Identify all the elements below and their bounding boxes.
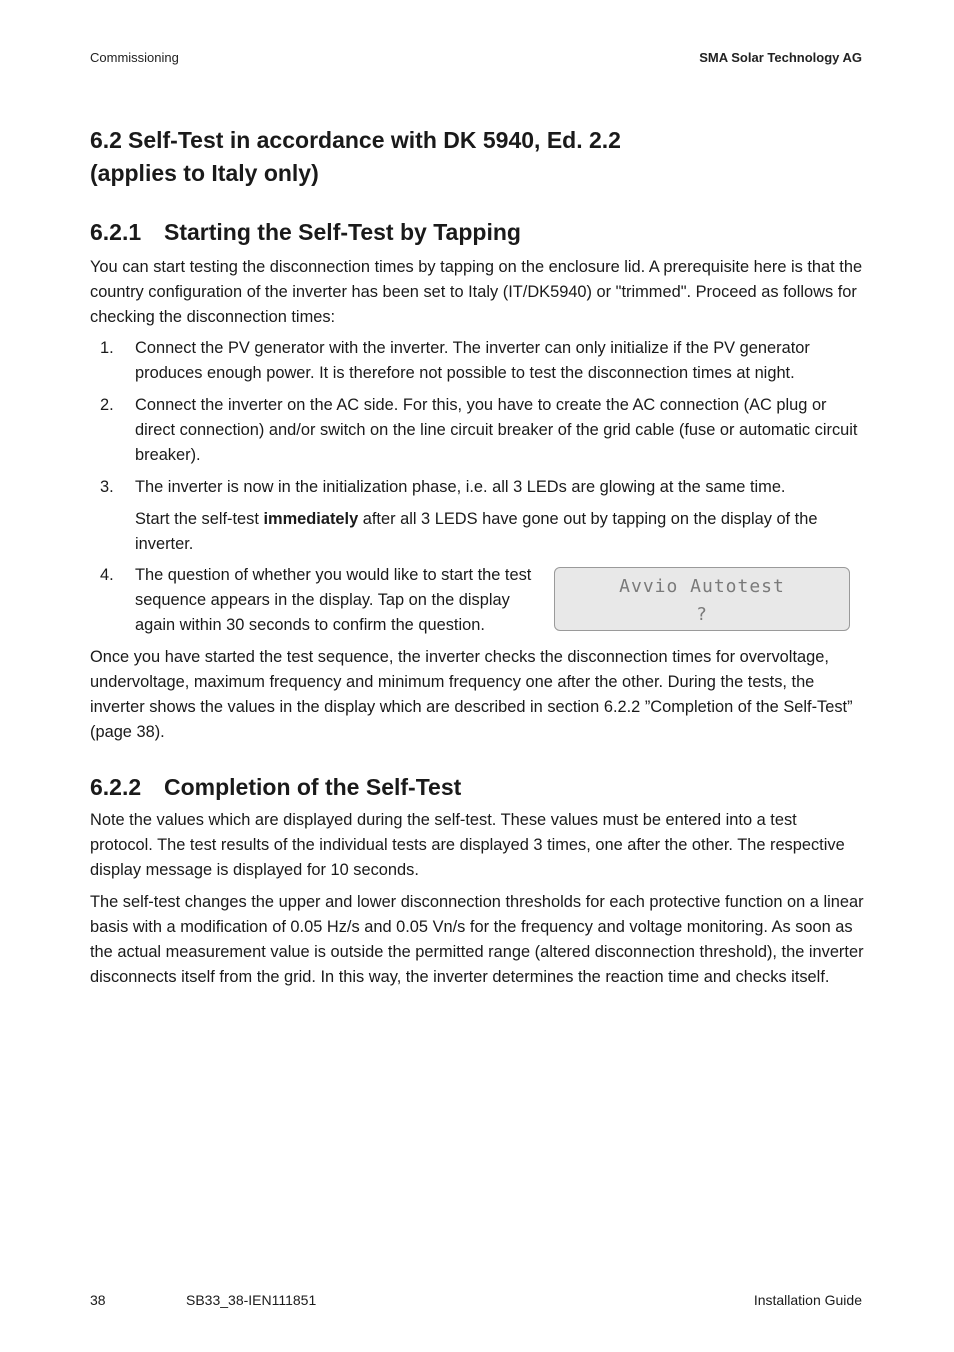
subsection-title-text-1: Starting the Self-Test by Tapping [164,219,521,245]
step-2 [90,393,864,468]
completion-paragraph-2: The self-test changes the upper and lower disconnection thresholds for each protective function on a linear basis with a modification of 0.05 Hz/s and 0.05 Vn/s for the frequency and voltage monitoring. As soon as the actual measurement value is outside the permitted range (altered disconnection threshold), the inverter disconnects itself from the grid. In this way, the inverter determines the reaction time and checks itself. [90,893,864,986]
step-number: 3. [100,478,114,496]
outro-paragraph: Once you have started the test sequence, the inverter checks the disconnection times for overvoltage, undervoltage, maximum frequency and minimum frequency one after the other. During the tests, the inverter shows the values in the display which are described in section 6.2.2 ”Completion of the Self-Test” (page 38). [90,648,853,741]
step-number: 2. [100,396,114,414]
intro-paragraph: You can start testing the disconnection times by tapping on the enclosure lid. A prerequisite here is that the country configuration of the inverter has been set to Italy (IT/DK5940) or "trimmed". Proceed as follows for checking the disconnection times: [90,258,863,326]
header-chapter: Commissioning [90,50,179,65]
display-line-2: ? [696,604,708,625]
subsection-title-2 [90,772,864,802]
step-3 [90,475,864,500]
inverter-display [554,567,850,631]
step-1 [90,336,864,386]
header-company: SMA Solar Technology AG [699,50,862,65]
step-text: The question of whether you would like to start the test sequence appears in the display. Tap on the display again within 30 seconds to confirm the question. [135,566,532,634]
document-type: Installation Guide [753,1292,862,1308]
page-number: 38 [90,1292,106,1308]
document-id: SB33_38-IEN111851 [186,1292,317,1308]
step-text: Connect the PV generator with the inverter. The inverter can only initialize if the PV generator produces enough power. It is therefore not possible to test the disconnection times at night. [135,339,810,382]
subsection-title-1 [90,217,864,247]
section-title-line2: (applies to Italy only) [90,160,319,186]
step-3-note-end: after all 3 LEDS have gone out by tapping on the display of the inverter. [135,510,818,553]
step-3-note [90,507,864,557]
step-4 [90,563,864,638]
step-text: The inverter is now in the initialization phase, i.e. all 3 LEDs are glowing at the same time. [135,478,786,496]
step-number: 1. [100,339,114,357]
step-number: 4. [100,566,114,584]
subsection-title-text-2: Completion of the Self-Test [164,774,462,800]
section-number: 6.2 [90,127,122,153]
section-title [90,124,864,190]
completion-paragraph-1: Note the values which are displayed during the self-test. These values must be entered into a test protocol. The test results of the individual tests are displayed 3 times, one after the other. The respective display message is displayed for 10 seconds. [90,811,845,879]
subsection-number-2: 6.2.2 [90,774,142,800]
section-title-line1: Self-Test in accordance with DK 5940, Ed. 2.2 [128,127,621,153]
step-3-note-emphasis: immediately [263,510,359,528]
page-content [90,124,864,990]
step-text: Connect the inverter on the AC side. For this, you have to create the AC connection (AC plug or direct connection) and/or switch on the line circuit breaker of the grid cable (fuse or automatic circuit breaker). [135,396,858,464]
step-3-note-start: Start the self-test [135,510,264,528]
display-line-1: Avvio Autotest [619,576,785,597]
subsection-number-1: 6.2.1 [90,219,142,245]
